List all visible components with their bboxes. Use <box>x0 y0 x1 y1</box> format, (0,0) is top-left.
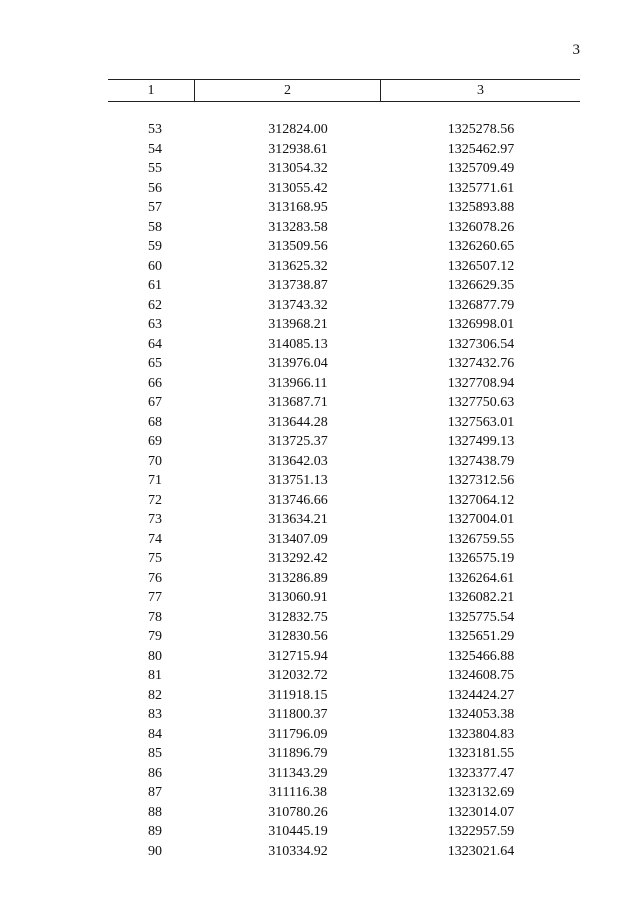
table-cell-col1: 67 <box>148 395 162 410</box>
table-cell-col1: 84 <box>148 726 162 742</box>
table-cell-col2: 311343.29 <box>268 765 328 781</box>
table-cell-col3: 1327004.01 <box>447 512 515 527</box>
table-cell-col2: 313644.28 <box>268 414 328 430</box>
table-cell-col3: 1323014.07 <box>447 804 515 820</box>
table-cell-col3: 1327438.79 <box>447 453 515 469</box>
table-row <box>108 471 580 491</box>
table-cell-col1: 89 <box>148 824 162 839</box>
table-cell-col2: 313060.91 <box>268 590 328 605</box>
table-cell-col2: 312824.00 <box>268 122 328 137</box>
table-cell-col2: 314085.13 <box>268 336 328 352</box>
table-cell-col3: 1326575.19 <box>447 551 515 566</box>
page-number: 3 <box>572 42 580 58</box>
table-row <box>108 296 580 316</box>
table-row <box>108 686 580 706</box>
table-cell-col2: 313168.95 <box>268 200 328 215</box>
table-row <box>108 666 580 686</box>
table-row <box>108 510 580 530</box>
table-cell-col2: 313968.21 <box>268 317 328 332</box>
table-cell-col2: 313743.32 <box>268 297 328 313</box>
table-cell-col2: 312832.75 <box>268 609 328 625</box>
table-cell-col1: 66 <box>148 375 162 391</box>
table-cell-col3: 1324608.75 <box>447 668 515 683</box>
table-cell-col3: 1326759.55 <box>447 531 515 547</box>
table-cell-col1: 80 <box>148 648 162 664</box>
table-cell-col3: 1323181.55 <box>447 746 515 761</box>
table-cell-col2: 312938.61 <box>268 141 328 157</box>
table-cell-col3: 1323132.69 <box>447 785 515 800</box>
table-row <box>108 744 580 764</box>
table-header <box>108 79 580 102</box>
table-row <box>108 257 580 277</box>
table-cell-col3: 1326260.65 <box>447 239 515 254</box>
table-cell-col3: 1325775.54 <box>447 609 515 625</box>
table-cell-col2: 312715.94 <box>268 648 328 664</box>
table-cell-col3: 1327306.54 <box>447 336 515 352</box>
table-cell-col1: 70 <box>148 453 162 469</box>
table-cell-col2: 313738.87 <box>268 278 328 293</box>
table-cell-col3: 1324424.27 <box>447 687 515 703</box>
table-row <box>108 588 580 608</box>
table-cell-col3: 1327708.94 <box>447 375 515 391</box>
table-cell-col2: 311800.37 <box>268 707 328 722</box>
table-cell-col2: 312032.72 <box>268 668 328 683</box>
table-cell-col3: 1323804.83 <box>447 726 515 742</box>
table-row <box>108 393 580 413</box>
table-cell-col1: 69 <box>148 434 162 449</box>
table-cell-col1: 90 <box>148 843 162 859</box>
table-cell-col3: 1325651.29 <box>447 629 515 644</box>
table-row <box>108 432 580 452</box>
table-cell-col1: 86 <box>148 765 162 781</box>
table-cell-col1: 64 <box>148 336 162 352</box>
table-row <box>108 276 580 296</box>
table-cell-col2: 313054.32 <box>268 161 328 176</box>
table-row <box>108 764 580 784</box>
table-row <box>108 354 580 374</box>
table-row <box>108 803 580 823</box>
table-cell-col1: 83 <box>148 707 162 722</box>
table-cell-col1: 82 <box>148 687 162 703</box>
table-cell-col1: 62 <box>148 297 162 313</box>
table-cell-col1: 55 <box>148 161 162 176</box>
table-cell-col2: 313286.89 <box>268 570 328 586</box>
table-cell-col3: 1325893.88 <box>447 200 515 215</box>
table-cell-col1: 59 <box>148 239 162 254</box>
table-cell-col3: 1327750.63 <box>447 395 515 410</box>
table-cell-col2: 313725.37 <box>268 434 328 449</box>
table-cell-col1: 57 <box>148 200 162 215</box>
table-cell-col3: 1325771.61 <box>447 180 515 196</box>
table-cell-col2: 313746.66 <box>268 492 328 508</box>
table-cell-col1: 85 <box>148 746 162 761</box>
table-cell-col1: 88 <box>148 804 162 820</box>
table-cell-col2: 313966.11 <box>268 375 328 391</box>
table-row <box>108 413 580 433</box>
table-cell-col2: 313407.09 <box>268 531 328 547</box>
column-header-3: 3 <box>477 83 484 98</box>
table-cell-col3: 1324053.38 <box>447 707 515 722</box>
table-body <box>108 120 580 861</box>
table-row <box>108 374 580 394</box>
table-row <box>108 491 580 511</box>
table-row <box>108 627 580 647</box>
table-cell-col2: 310780.26 <box>268 804 328 820</box>
column-header-1: 1 <box>108 80 195 101</box>
table-cell-col2: 313625.32 <box>268 258 328 274</box>
table-cell-col2: 311796.09 <box>268 726 328 742</box>
table-cell-col1: 58 <box>148 219 162 235</box>
table-cell-col1: 56 <box>148 180 162 196</box>
table-cell-col3: 1322957.59 <box>447 824 515 839</box>
table-cell-col1: 71 <box>148 473 162 488</box>
table-cell-col2: 313634.21 <box>268 512 328 527</box>
table-cell-col1: 76 <box>148 570 162 586</box>
table-cell-col1: 77 <box>148 590 162 605</box>
table-cell-col3: 1327312.56 <box>447 473 515 488</box>
table-cell-col2: 312830.56 <box>268 629 328 644</box>
table-cell-col2: 313751.13 <box>268 473 328 488</box>
table-cell-col1: 63 <box>148 317 162 332</box>
table-cell-col2: 313687.71 <box>268 395 328 410</box>
table-row <box>108 198 580 218</box>
table-cell-col1: 78 <box>148 609 162 625</box>
table-cell-col2: 313976.04 <box>268 356 328 371</box>
table-row <box>108 549 580 569</box>
table-cell-col3: 1326264.61 <box>447 570 515 586</box>
table-row <box>108 725 580 745</box>
table-cell-col3: 1323021.64 <box>447 843 515 859</box>
table-row <box>108 237 580 257</box>
table-row <box>108 569 580 589</box>
table-cell-col1: 79 <box>148 629 162 644</box>
table-cell-col2: 313509.56 <box>268 239 328 254</box>
table-row <box>108 218 580 238</box>
table-cell-col1: 87 <box>148 785 162 800</box>
table-cell-col1: 68 <box>148 414 162 430</box>
table-cell-col3: 1326082.21 <box>447 590 515 605</box>
table-cell-col3: 1326078.26 <box>447 219 515 235</box>
table-row <box>108 705 580 725</box>
table-cell-col2: 313283.58 <box>268 219 328 235</box>
table-cell-col3: 1326507.12 <box>447 258 515 274</box>
table-cell-col1: 72 <box>148 492 162 508</box>
table-cell-col3: 1326998.01 <box>447 317 515 332</box>
table-cell-col1: 75 <box>148 551 162 566</box>
table-row <box>108 120 580 140</box>
table-cell-col1: 73 <box>148 512 162 527</box>
table-row <box>108 647 580 667</box>
table-cell-col1: 74 <box>148 531 162 547</box>
table-cell-col1: 53 <box>148 122 162 137</box>
table-cell-col2: 313292.42 <box>268 551 328 566</box>
table-row <box>108 452 580 472</box>
table-cell-col3: 1325466.88 <box>447 648 515 664</box>
table-cell-col3: 1323377.47 <box>447 765 515 781</box>
table-row <box>108 179 580 199</box>
table-cell-col1: 60 <box>148 258 162 274</box>
table-row <box>108 822 580 842</box>
table-row <box>108 159 580 179</box>
column-header-2: 2 <box>195 80 381 101</box>
table-cell-col1: 65 <box>148 356 162 371</box>
table-cell-col3: 1325278.56 <box>447 122 515 137</box>
table-cell-col3: 1326877.79 <box>447 297 515 313</box>
table-cell-col2: 311116.38 <box>269 785 327 800</box>
table-row <box>108 335 580 355</box>
table-cell-col3: 1325462.97 <box>447 141 515 157</box>
table-cell-col2: 311896.79 <box>268 746 328 761</box>
table-cell-col2: 310334.92 <box>268 843 328 859</box>
table-cell-col1: 81 <box>148 668 162 683</box>
table-cell-col2: 313055.42 <box>268 180 328 196</box>
table-cell-col1: 61 <box>148 278 162 293</box>
table-cell-col2: 310445.19 <box>268 824 328 839</box>
table-cell-col3: 1327563.01 <box>447 414 515 430</box>
table-row <box>108 842 580 862</box>
table-row <box>108 315 580 335</box>
table-row <box>108 530 580 550</box>
table-row <box>108 140 580 160</box>
table-cell-col3: 1325709.49 <box>447 161 515 176</box>
table-row <box>108 783 580 803</box>
table-cell-col3: 1327064.12 <box>447 492 515 508</box>
table-cell-col1: 54 <box>148 141 162 157</box>
table-cell-col3: 1326629.35 <box>447 278 515 293</box>
table-cell-col2: 311918.15 <box>268 687 328 703</box>
table-cell-col2: 313642.03 <box>268 453 328 469</box>
table-cell-col3: 1327432.76 <box>447 356 515 371</box>
table-row <box>108 608 580 628</box>
table-cell-col3: 1327499.13 <box>447 434 515 449</box>
